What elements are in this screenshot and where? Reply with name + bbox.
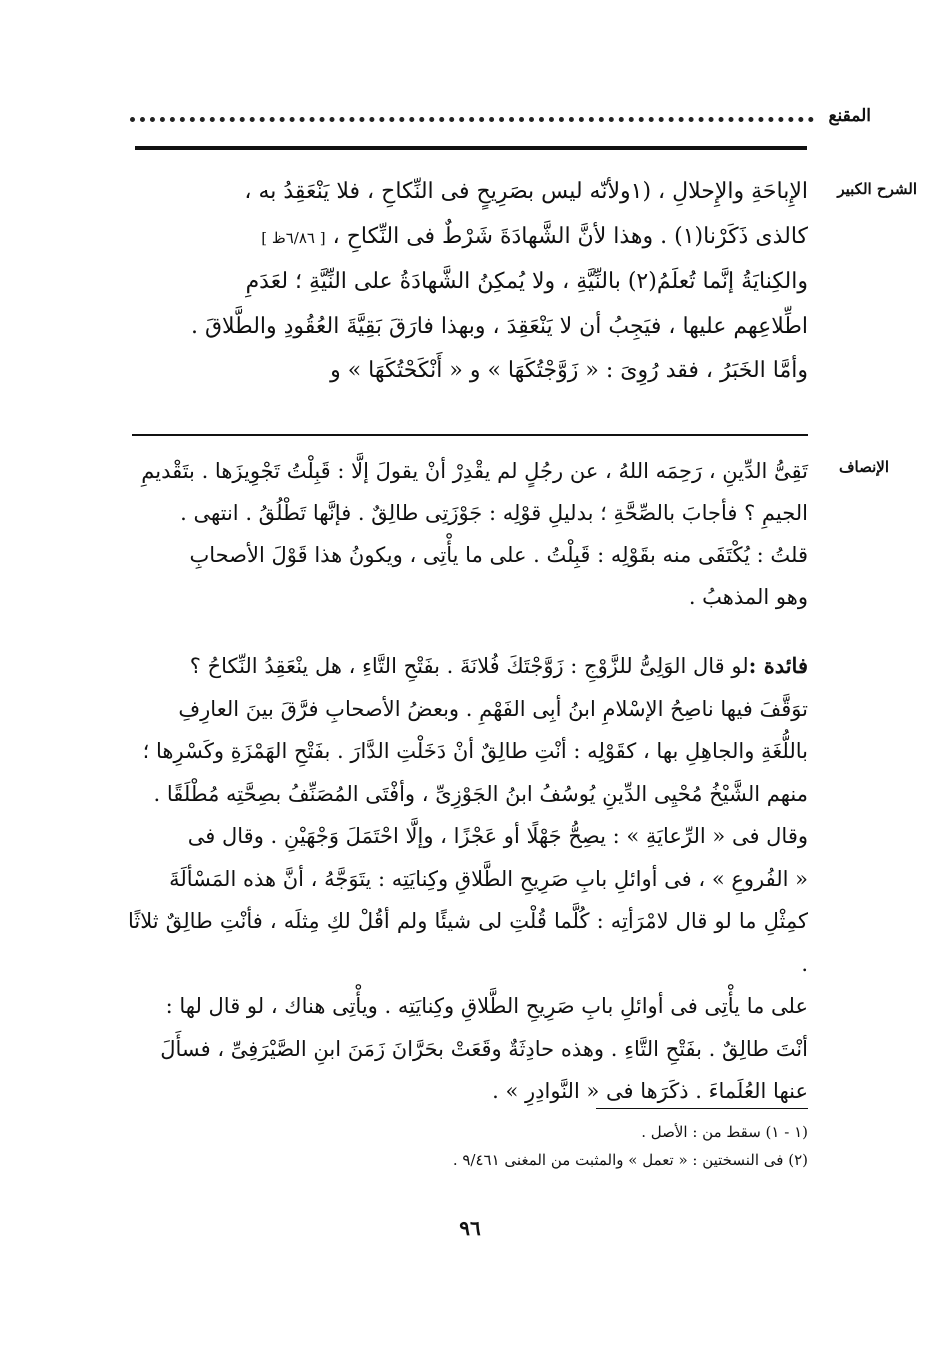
faida-line: أنْتَ طالِقٌ . بفَتْحِ التَّاءِ . وهذه حادِثَةٌ وقَعَتْ بحَرَّانَ زَمَنَ ابنِ الصَّيْرَفِىِّ ، فسأَلَ	[160, 1036, 808, 1061]
insaf-text-block	[128, 450, 808, 618]
sharh-line: الإِباحَةِ والإِحلالِ ، (١ولأنّه ليس بصَرِيحٍ فى النِّكاحِ ، فلا يَنْعَقِدُ به ،	[244, 179, 808, 204]
faida-line-text: لو قال الوَلِىُّ للزَّوْجِ : زَوَّجْتَكَ فُلانَةَ . بفَتْحِ التَّاءِ ، هل ينْعَقِدُ النِّكاحُ ؟	[189, 654, 749, 678]
header-dotted-leader	[130, 117, 814, 122]
insaf-margin-label: الإنصاف	[838, 458, 889, 476]
sharh-line: وأمَّا الخَبَرُ ، فقد رُوِىَ : « زَوَّجْتُكَهَا » و « أَنْكَحْتُكَهَا » و	[330, 358, 808, 383]
faida-line: وقال فى « الرِّعايَةِ » : يصِحُّ جَهْلًا أو عَجْزًا ، وإلَّا احْتَمَلَ وَجْهَيْنِ . وقال فى	[187, 824, 808, 848]
footnotes	[300, 1118, 808, 1174]
sharh-line	[128, 215, 808, 261]
insaf-line: قلتُ : يُكْتَفَى منه بقَوْلِه : قَبِلْتُ . على ما يأْتِى ، ويكونُ هذا قَوْلَ الأصحابِ	[189, 543, 808, 567]
insaf-line: الجيمِ ؟ فأجابَ بالصِّحَّةِ ؛ بدليلِ قوْلِه : جَوْزَتِى طالِقٌ . فإنَّها تَطْلُقُ . انتهى .	[180, 501, 808, 525]
running-header	[130, 98, 871, 134]
faida-line: منهم الشَّيْخُ مُحْيِى الدِّينِ يُوسُفُ ابنُ الجَوْزِىِّ ، وأفْتَى المُصَنِّفُ بصِحَّتِه مُطْلَقًا .	[153, 781, 808, 806]
footnote: (٢) فى النسختين : « تعمل » والمثبت من المغنى ٩/٤٦١ .	[452, 1151, 808, 1169]
insaf-line: تَقِىُّ الدِّينِ ، رَحِمَه اللهُ ، عن رجُلٍ لم يقْدِرْ أنْ يقولَ إلَّا : قَبِلْتُ تَجْوِيزَها . بتَقْديمِ	[141, 459, 808, 483]
faida-line: توَقَّفَ فيها ناصِحُ الإسْلامِ ابنُ أبِى الفَهْمِ . وبعضُ الأصحابِ فرَّقَ بينَ العارِفِ	[178, 696, 808, 721]
header-rule	[135, 146, 807, 150]
sharh-text-block	[128, 170, 808, 394]
sharh-line: والكِنايَةُ إنَّما تُعلَمُ(٢) بالنِّيَّةِ ، ولا يُمكِنُ الشَّهادَةُ على النِّيَّةِ ؛ لعَدَمِ	[245, 269, 808, 294]
section-divider	[132, 434, 808, 436]
faida-line: باللُّغَةِ والجاهِلِ بها ، كقَوْلِه : أنْتِ طالِقٌ أنْ دَخَلْتِ الدَّارَ . بفَتْحِ الهَمْزَةِ وكَسْرِها ؛	[142, 739, 808, 763]
sharh-margin-label: الشرح الكبير	[837, 180, 917, 198]
footnote: (١ - ١) سقط من : الأصل .	[641, 1123, 808, 1141]
faida-line: على ما يأْتِى فى أوائلِ بابِ صَرِيحِ الطَّلاقِ وكِنايَتِه . ويأْتِى هناك ، لو قال لها :	[165, 994, 808, 1018]
header-title: المقنع	[828, 106, 871, 126]
faida-label: فائدة :	[748, 653, 808, 678]
sharh-line-text: كالذى ذَكَرْنا(١) . وهذا لأنَّ الشَّهادَةَ شَرْطٌ فى النِّكاحِ ،	[332, 223, 808, 249]
faida-line	[128, 645, 808, 688]
folio-reference: [ ٦/٨٦ظ ]	[261, 228, 326, 247]
sharh-line: اطِّلاعِهم عليها ، فيَجِبُ أن لا يَنْعَقِدَ ، وبهذا فارَقَ بَقِيَّةَ العُقُودِ والطَّلاقَ .	[190, 313, 808, 339]
faida-line: « الفُروعِ » ، فى أوائلِ بابِ صَرِيحِ الطَّلاقِ وكِنايَتِه : يتَوَجَّهُ ، أنَّ هذه المَسْألَةَ	[169, 866, 808, 891]
insaf-line: وهو المذهبُ .	[688, 585, 808, 609]
faida-text-block	[128, 645, 808, 1113]
faida-line: كمِثْلِ ما لو قال لامْرَأتِه : كُلَّما قُلْتِ لى شيئًا ولم أقُلْ لكِ مِثلَه ، فأنْتِ طالِقٌ ثلاثًا .	[128, 909, 808, 976]
faida-line: عنها العُلَماءَ . ذكَرَها فى « النَّوادِرِ » .	[492, 1079, 808, 1103]
page-number: ٩٦	[459, 1216, 481, 1240]
footnote-rule	[596, 1108, 808, 1109]
